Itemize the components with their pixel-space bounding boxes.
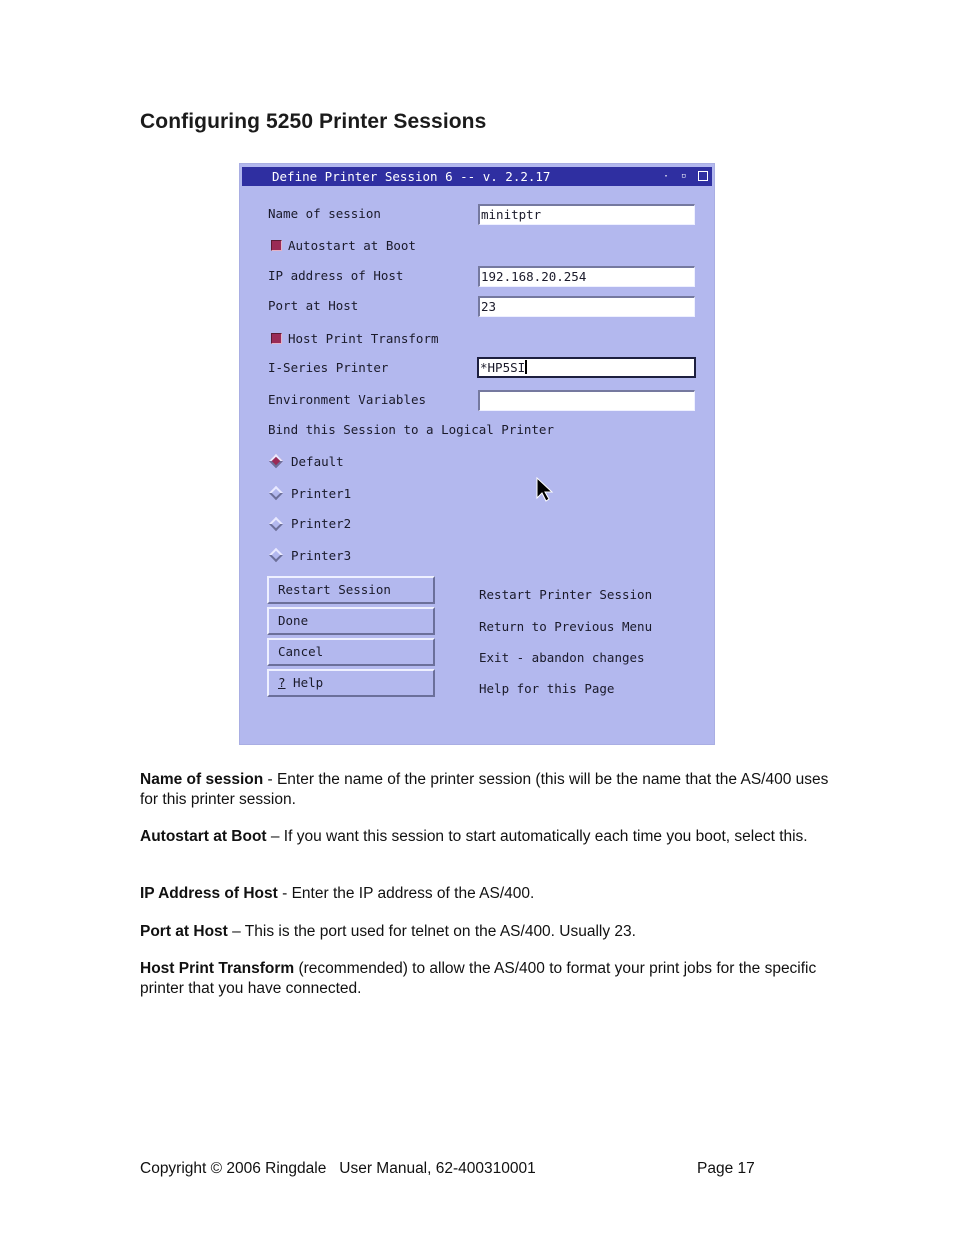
window-title: Define Printer Session 6 -- v. 2.2.17 xyxy=(272,169,551,184)
radio-printer3-label: Printer3 xyxy=(291,548,352,563)
port-input[interactable]: 23 xyxy=(478,296,695,317)
iseries-printer-input[interactable] xyxy=(477,357,696,378)
ip-address-label: IP address of Host xyxy=(268,268,404,283)
paragraph-host-print-transform xyxy=(140,959,830,998)
name-of-session-input[interactable]: minitptr xyxy=(478,204,695,225)
autostart-label: Autostart at Boot xyxy=(288,238,416,253)
page-heading: Configuring 5250 Printer Sessions xyxy=(140,110,487,133)
term-name-of-session: Name of session xyxy=(140,771,264,788)
cancel-button[interactable]: Cancel xyxy=(267,638,435,666)
port-label: Port at Host xyxy=(268,298,359,313)
help-button[interactable] xyxy=(267,669,435,697)
maximize-icon[interactable]: ▫ xyxy=(681,171,687,181)
restart-session-button[interactable]: Restart Session xyxy=(267,576,435,604)
radio-printer1[interactable] xyxy=(269,486,283,500)
name-of-session-label: Name of session xyxy=(268,206,381,221)
desc-ip-address: - Enter the IP address of the AS/400. xyxy=(277,885,535,902)
radio-printer3[interactable] xyxy=(269,548,283,562)
close-icon[interactable] xyxy=(698,171,708,181)
term-host-print-transform: Host Print Transform xyxy=(140,960,295,977)
help-button-label: Help xyxy=(285,675,324,690)
host-print-transform-checkbox[interactable] xyxy=(271,333,282,344)
paragraph-name-of-session xyxy=(140,770,830,809)
radio-default-label: Default xyxy=(291,454,344,469)
term-autostart: Autostart at Boot xyxy=(140,828,267,845)
desc-port: – This is the port used for telnet on the AS/400. Usually 23. xyxy=(227,923,636,940)
help-description: Help for this Page xyxy=(479,681,615,696)
ip-address-input[interactable]: 192.168.20.254 xyxy=(478,266,695,287)
restart-session-description: Restart Printer Session xyxy=(479,587,653,602)
mouse-pointer-icon xyxy=(536,477,556,503)
radio-printer2[interactable] xyxy=(269,517,283,531)
host-print-transform-label: Host Print Transform xyxy=(288,331,439,346)
window-titlebar[interactable] xyxy=(242,167,712,186)
desc-host-print-transform: (recommended) to allow the AS/400 to format your print jobs for the specific printer that you have connected. xyxy=(140,960,817,997)
term-ip-address: IP Address of Host xyxy=(140,885,278,902)
paragraph-ip-address xyxy=(140,884,830,904)
term-port: Port at Host xyxy=(140,923,228,940)
radio-printer1-label: Printer1 xyxy=(291,486,352,501)
iseries-printer-value: *HP5SI xyxy=(480,360,526,375)
footer-copyright: Copyright © 2006 Ringdale User Manual, 62-400310001 xyxy=(140,1160,536,1177)
define-printer-session-window xyxy=(239,163,715,745)
desc-name-of-session: - Enter the name of the printer session (this will be the name that the AS/400 uses for this printer session. xyxy=(140,771,829,808)
done-button[interactable]: Done xyxy=(267,607,435,635)
cancel-description: Exit - abandon changes xyxy=(479,650,645,665)
footer-page-number: Page 17 xyxy=(697,1160,755,1177)
paragraph-autostart xyxy=(140,827,830,847)
desc-autostart: – If you want this session to start automatically each time you boot, select this. xyxy=(266,828,808,845)
radio-default[interactable] xyxy=(269,454,283,468)
autostart-checkbox[interactable] xyxy=(271,240,282,251)
environment-variables-label: Environment Variables xyxy=(268,392,427,407)
radio-printer2-label: Printer2 xyxy=(291,516,352,531)
environment-variables-input[interactable] xyxy=(478,390,695,411)
bind-logical-printer-label: Bind this Session to a Logical Printer xyxy=(268,422,554,437)
help-mnemonic: ? xyxy=(278,675,286,690)
text-caret xyxy=(525,360,527,374)
iseries-printer-label: I-Series Printer xyxy=(268,360,389,375)
done-description: Return to Previous Menu xyxy=(479,619,653,634)
paragraph-port xyxy=(140,922,830,942)
minimize-icon[interactable]: · xyxy=(663,171,670,182)
